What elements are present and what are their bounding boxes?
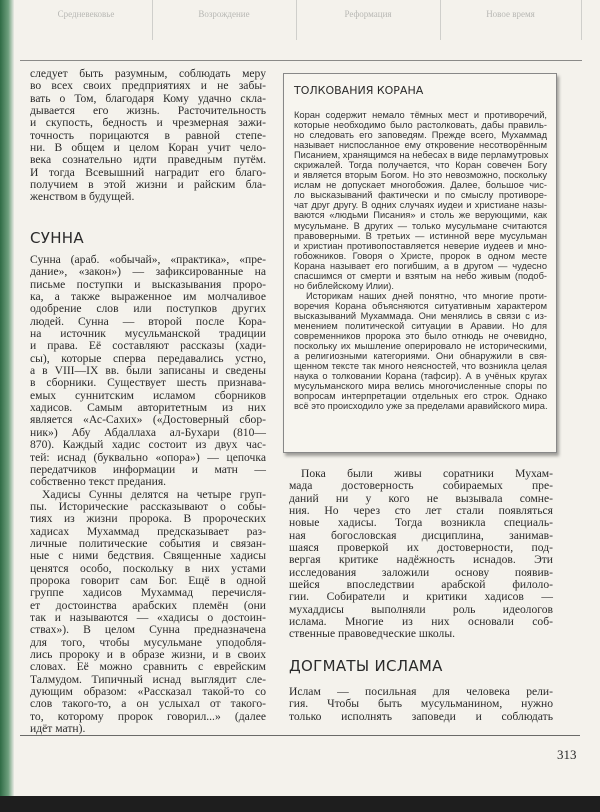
text-line: современников пророка это было отнюдь не очевидно, [294,331,547,342]
scan-edge [0,796,600,812]
page-frame-rule [20,735,580,736]
text-line: хадисов. Самым авторитетным из них [30,401,266,415]
text-line: так и называются — «хадисы о достоин- [30,611,266,625]
text-line: дывается его жизнь. Расточительность [30,104,266,118]
sunna-paragraph-1 [30,254,266,489]
text-line: а религиозными категориями. Они обнаружили в свя- [294,351,547,362]
text-line: исследования заложили основу появив- [289,565,553,579]
text-line: мусульманского мира велись многочисленные споры по [294,381,547,392]
tab-middle-ages: Средневековье [20,0,153,40]
text-line: ценятся особо, поскольку в них устами [30,561,266,575]
text-line: воречия Корана объясняются ситуативным характером [294,300,547,311]
text-line: но библейскому Илии). [294,280,394,291]
sidebar-paragraph-1 [294,110,547,291]
text-line: и скупость, бедность и чрезмерная зажи- [30,116,266,130]
text-line: ло высказываний фактически и по смыслу противоре- [294,190,547,201]
text-line: собственно текст предания. [30,475,167,489]
sunna-heading: СУННА [30,229,84,247]
text-line: женством в будущей. [30,190,135,204]
text-line: передатчиков информации и матн — [30,462,266,476]
dogmas-heading: ДОГМАТЫ ИСЛАМА [289,657,443,675]
quran-interpretations-sidebar [283,73,557,453]
text-line: 870). Каждый хадис состоит из двух час- [30,438,266,452]
text-line: менением политической ситуации в Аравии. Но для [294,320,547,331]
text-line: гобожников. Говоря о Христе, пророк в одном месте [294,250,547,261]
text-line: Хадисы Сунны делятся на четыре груп- [42,487,266,501]
text-line: а в VIII—IX вв. были записаны и сведены [30,364,266,378]
text-line: гия. Чтобы быть мусульманином, нужно [289,697,553,711]
text-line: на источник мусульманской традиции [30,327,266,341]
text-line: которые необходимо было растолковать, дабы правиль- [294,120,547,131]
text-line: ислам не допускает многобожия. Далее, большое чис- [294,180,547,191]
sunna-paragraph-2 [30,489,266,736]
text-line: всё это происходило уже за пределами аравийского мира. [294,401,548,412]
sidebar-text [294,110,547,411]
text-line: следует быть разумным, соблюдать меру [30,67,266,80]
text-line: чат друг другу. В одних случаях иудеи и христиане назы- [294,200,547,211]
text-line: и христиан противопоставляется неверие иудеев и мно- [294,240,547,251]
text-line: века сознательно идти праведным путём. [30,153,266,167]
text-line: ет достоинства арабских племён (они [30,598,266,612]
text-line: личные политические события и связан- [30,536,266,550]
text-line: точность порицаются в равной степе- [30,128,266,142]
text-line: Пока были живы соратники Мухам- [301,467,553,480]
text-line: хадисах Мухаммад предсказывает раз- [30,524,266,538]
text-line: Коран содержит немало тёмных мест и противоречий, [294,110,547,120]
right-paragraph-2 [289,686,553,723]
text-line: спасшимся от смерти и взятым на небо живым (подоб- [294,270,547,281]
text-line: ная богословская дисциплина, занимав- [289,528,553,542]
text-line: и является вторым Богом. Но это невозможно, поскольку [294,170,547,181]
text-line: ные с ними бедствия. Священные хадисы [30,549,266,563]
left-intro-paragraph [30,68,266,204]
text-line: И тогда Всевышний наградит его благо- [30,165,266,179]
sidebar-title: ТОЛКОВАНИЯ КОРАНА [294,84,424,97]
tab-renaissance: Возрождение [152,0,297,40]
text-line: идёт матн). [30,722,86,736]
text-line: словах. Её можно сравнить с еврейским [30,660,266,674]
text-line: ваются «людьми Писания» и столь же верующими, как [294,210,547,221]
text-line: то, которому пророк говорил...» (далее [30,709,266,723]
text-line: ни. В общем и целом Коран учит чело- [30,141,266,155]
text-line: вать о Том, благодаря Кому удачно скла- [30,91,266,105]
text-line: высказываний Мухаммада. Они менялись в связи с из- [294,310,547,321]
text-line: группе хадисов Мухаммад перечисля- [30,586,266,600]
text-line: и права. Её составляют рассказы (хади- [30,339,266,353]
text-line: Ислам — посильная для человека рели- [289,685,553,698]
text-line: новые хадисы. Тогда возникла специаль- [289,516,553,530]
text-line: слов такого-то, а он услыхал от такого- [30,697,266,711]
text-line: щенном тексте так много неясностей, что возникла целая [294,361,547,372]
text-line: пы. Исторические рассказывают о собы- [30,499,266,513]
page-number: 313 [557,747,577,762]
text-line: пророка говорит сам Бог. Ещё в одной [30,574,266,587]
text-line: является «Ас-Сахих» («Достоверный сбор- [30,413,266,427]
text-line: получием в этой жизни и райским бла- [30,178,266,192]
text-line: Писанием, хранящимся на небесах в виде перламутровых [294,150,549,161]
text-line: только исполнять заповеди и соблюдать [289,709,553,723]
text-line: ка, а также выраженное им молчаливое [30,290,266,304]
text-line: поскольку их мышление оперировало не историческими, [294,341,547,352]
text-line: людей. Сунна — второй после Кора- [30,314,266,328]
text-line: Корана называет его погибшим, а в другом — чудесно [294,260,547,271]
text-line: тей: иснад (буквально «опора») — цепочка [30,450,266,464]
text-line: шаяся проверкой их достоверности, под- [289,541,553,555]
text-line: шейся впоследствии арабской филоло- [289,578,553,592]
sidebar-paragraph-2 [294,291,547,412]
text-line: во всех своих предприятиях и не забы- [30,79,266,93]
text-line: скрижалей. Тогда получается, что Коран совечен Богу [294,160,547,171]
text-line: наука о толковании Корана (тафсир). А в учёных кругах [294,371,547,382]
text-line: ислама. Многие из них основали соб- [289,615,553,629]
text-line: гии. Собиратели и критики хадисов — [289,590,553,604]
text-line: ник») Абу Абдаллаха ал-Бухари (810— [30,425,266,439]
text-line: мухаддисы выполняли роль идеологов [289,602,553,616]
text-line: вопросам интерпретации отдельных его строк. Однако [294,391,547,402]
text-line: называет ниспосланное ему откровение несотворённым [294,140,547,151]
text-line: Историкам наших дней понятно, что многие проти- [306,290,547,301]
text-line: одобрение слов или поступков других [30,302,266,316]
text-line: сы), которые сперва передавались устно, [30,351,266,365]
text-line: емых суннитским исламом сборников [30,388,266,402]
text-line: в сборники. Существует шесть признава- [30,376,266,390]
section-tabs [20,0,582,61]
text-line: мада достоверность собираемых пре- [289,479,553,493]
text-line: дующим образом: «Рассказал такой-то со [30,685,266,699]
text-line: ствах»). В целом Сунна предназначена [30,623,266,637]
text-line: мусульмане. В других — только мусульмане считаются [294,220,547,231]
text-line: правоверными. В третьих — истинной вере мусульман [294,230,547,241]
text-line: дание», «закон») — зафиксированные на [30,265,266,279]
text-line: но следовать его заповедям. Прежде всего, Мухаммад [294,130,547,141]
text-line: для того, чтобы мусульмане уподобля- [30,635,266,649]
text-line: письме поступки и высказывания проро- [30,277,266,291]
text-line: тиях из жизни пророка. В пророческих [30,512,266,526]
text-line: вергая критике надёжность иснадов. Эти [289,553,553,567]
text-line: ственные правоведческие школы. [289,627,456,641]
right-paragraph-1 [289,468,553,641]
tab-reformation: Реформация [296,0,441,40]
tab-modern-times: Новое время [440,0,582,40]
text-line: Талмудом. Типичный иснад выглядит сле- [30,672,266,686]
text-line: лись пророку и в образе жизни, и в своих [30,648,266,662]
text-line: даний ни у кого не вызывала сомне- [289,491,553,505]
text-line: ния. Но через сто лет стали появляться [289,504,553,518]
text-line: Сунна (араб. «обычай», «практика», «пре- [30,253,266,266]
book-spine [0,0,14,812]
